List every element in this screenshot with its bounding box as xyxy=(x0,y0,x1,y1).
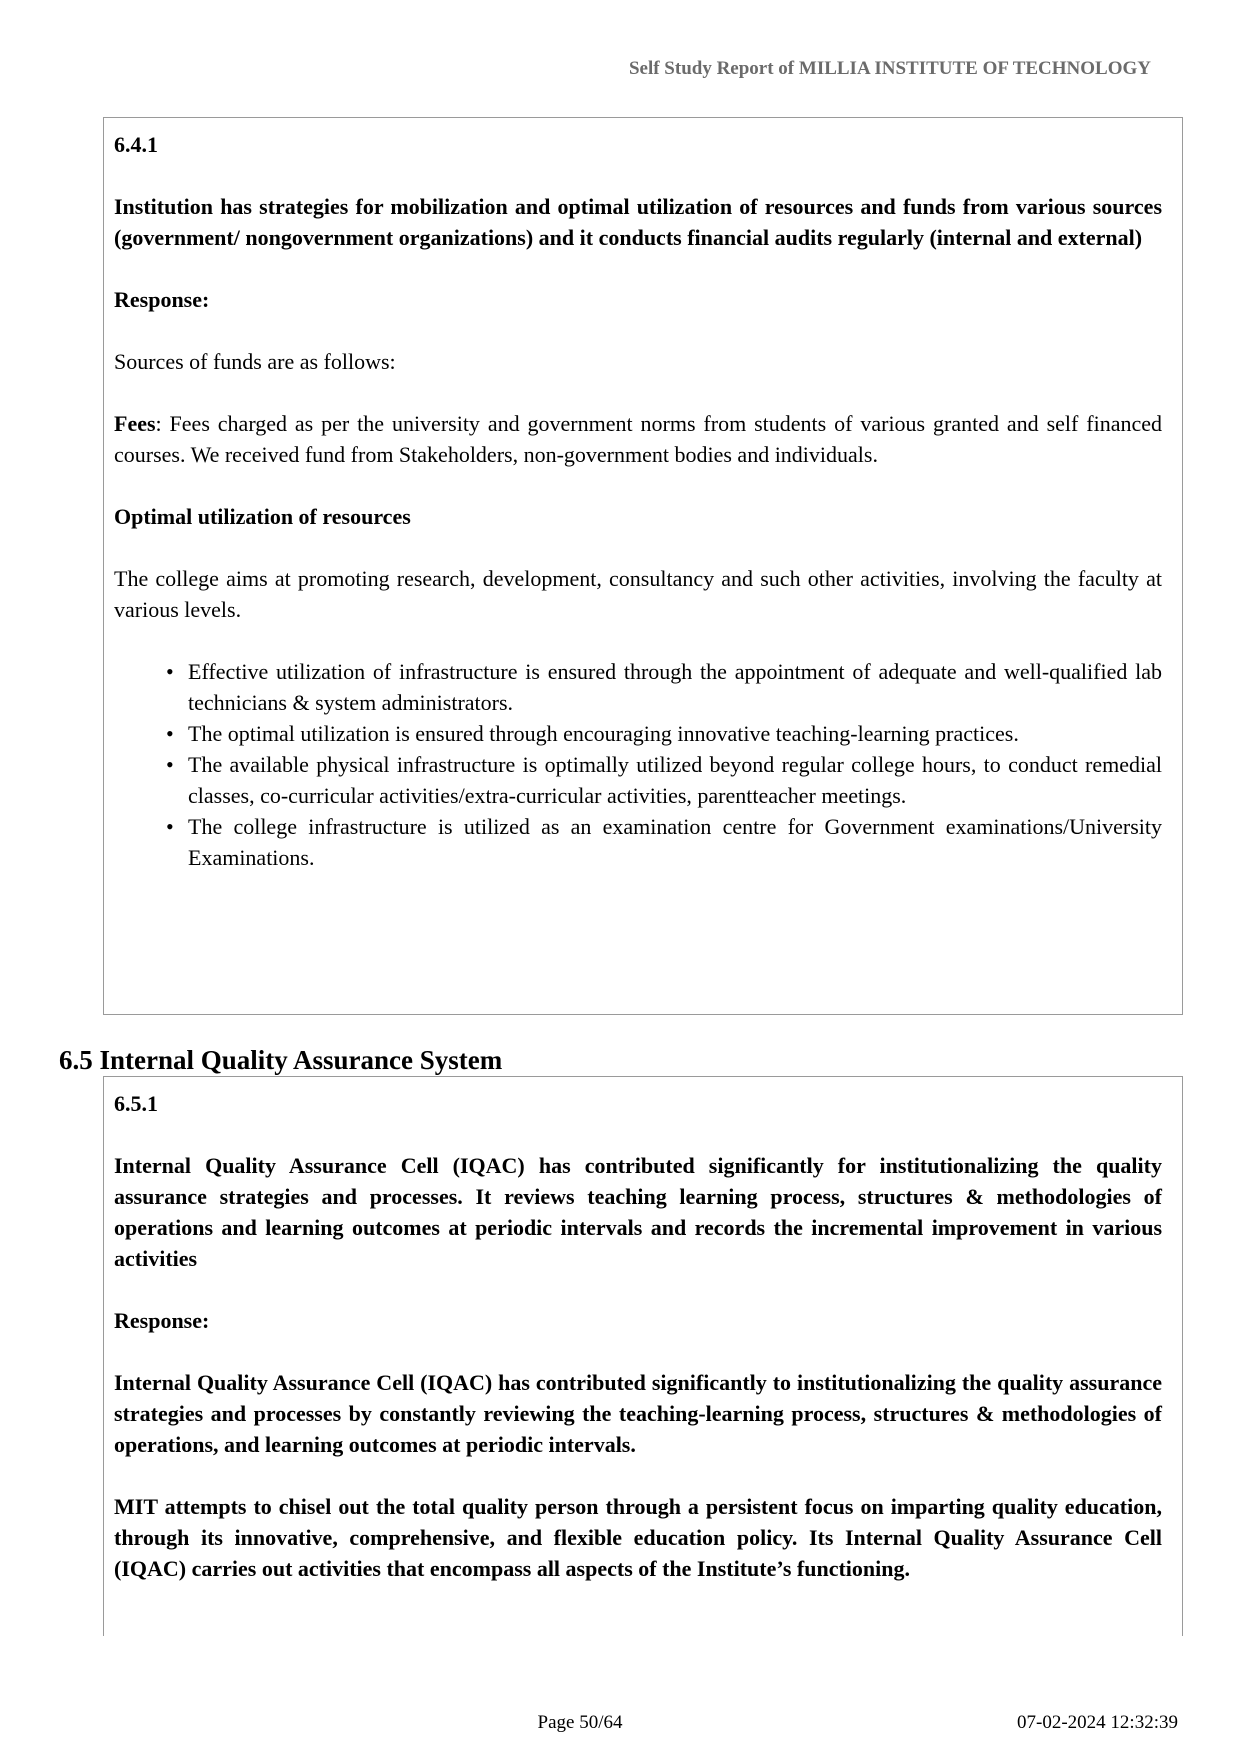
metric-box-6-4-1 xyxy=(103,117,1183,1015)
bullet-item: • The available physical infrastructure is optimally utilized beyond regular college hours, to conduct remedial classes, co-curricular activities/extra-curricular activities, parentteacher meetings. xyxy=(188,749,1162,811)
response-paragraph: MIT attempts to chisel out the total quality person through a persistent focus on imparting quality education, through its innovative, comprehensive, and flexible education policy. Its Internal Quality Assurance Cell (IQAC) carries out activities that encompass all aspects of the Institute’s functioning. xyxy=(114,1494,1162,1581)
metric-question: Institution has strategies for mobilization and optimal utilization of resources and funds from various sources (government/ nongovernment organizations) and it conducts financial audits regularly (internal and external) xyxy=(114,194,1162,250)
bullet-item: • Effective utilization of infrastructure is ensured through the appointment of adequate and well-qualified lab technicians & system administrators. xyxy=(188,656,1162,718)
response-paragraph: The college aims at promoting research, development, consultancy and such other activities, involving the faculty at various levels. xyxy=(114,566,1162,622)
fees-text: : Fees charged as per the university and government norms from students of various granted and self financed courses. We received fund from Stakeholders, non-government bodies and individuals. xyxy=(114,411,1162,467)
section-heading: 6.5 Internal Quality Assurance System xyxy=(59,1045,503,1075)
metric-question: Internal Quality Assurance Cell (IQAC) has contributed significantly for institutionalizing the quality assurance strategies and processes. It reviews teaching learning process, structures & methodologies of operations and learning outcomes at periodic intervals and records the incremental improvement in various activities xyxy=(114,1153,1162,1271)
fees-label: Fees xyxy=(114,411,156,436)
page-number: Page 50/64 xyxy=(537,1712,623,1733)
bullet-list xyxy=(114,656,1162,873)
response-label: Response: xyxy=(114,287,210,312)
metric-box-6-5-1 xyxy=(103,1076,1183,1636)
timestamp: 07-02-2024 12:32:39 xyxy=(1017,1712,1178,1733)
metric-number: 6.5.1 xyxy=(114,1091,158,1116)
fees-paragraph xyxy=(114,408,1162,470)
bullet-item: • The optimal utilization is ensured through encouraging innovative teaching-learning practices. xyxy=(188,718,1162,749)
running-header: Self Study Report of MILLIA INSTITUTE OF TECHNOLOGY xyxy=(628,58,1151,79)
bullet-item: • The college infrastructure is utilized as an examination centre for Government examinations/University Examinations. xyxy=(188,811,1162,873)
response-paragraph: Sources of funds are as follows: xyxy=(114,349,396,374)
response-label: Response: xyxy=(114,1308,210,1333)
metric-number: 6.4.1 xyxy=(114,132,158,157)
response-paragraph: Internal Quality Assurance Cell (IQAC) has contributed significantly to institutionalizing the quality assurance strategies and processes by constantly reviewing the teaching-learning process, structures & methodologies of operations, and learning outcomes at periodic intervals. xyxy=(114,1370,1162,1457)
optimal-heading: Optimal utilization of resources xyxy=(114,504,411,529)
